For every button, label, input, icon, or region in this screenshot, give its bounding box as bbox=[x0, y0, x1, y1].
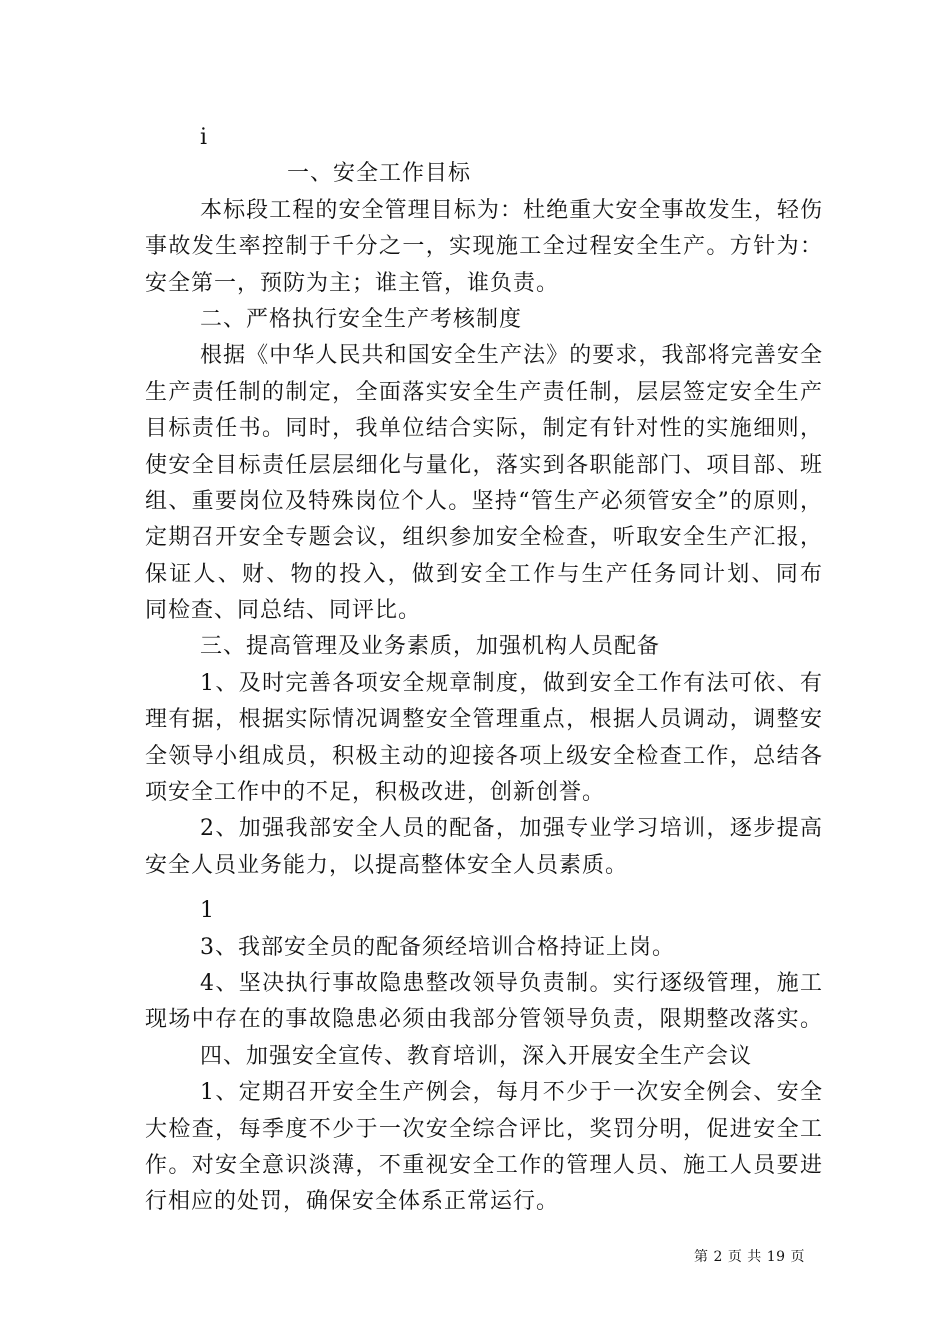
text-line: 1、及时完善各项安全规章制度，做到安全工作有法可依、有 bbox=[200, 670, 823, 696]
text-line: 现场中存在的事故隐患必须由我部分管领导负责，限期整改落实。 bbox=[145, 1007, 823, 1033]
text-line: 3、我部安全员的配备须经培训合格持证上岗。 bbox=[200, 934, 675, 960]
text-line: 三、提高管理及业务素质，加强机构人员配备 bbox=[200, 634, 661, 660]
text-line: 保证人、财、物的投入，做到安全工作与生产任务同计划、同布 bbox=[145, 561, 823, 587]
text-line: 全领导小组成员，积极主动的迎接各项上级安全检查工作，总结各 bbox=[145, 743, 823, 769]
text-line: 作。对安全意识淡薄，不重视安全工作的管理人员、施工人员要进 bbox=[145, 1152, 823, 1178]
text-line: 四、加强安全宣传、教育培训，深入开展安全生产会议 bbox=[200, 1043, 753, 1069]
text-line: 一、安全工作目标 bbox=[287, 161, 472, 187]
text-line: 事故发生率控制于千分之一，实现施工全过程安全生产。方针为： bbox=[145, 234, 823, 260]
text-line: 2、加强我部安全人员的配备，加强专业学习培训，逐步提高 bbox=[200, 816, 823, 842]
text-line: 行相应的处罚，确保安全体系正常运行。 bbox=[145, 1189, 560, 1215]
text-line: 目标责任书。同时，我单位结合实际，制定有针对性的实施细则， bbox=[145, 416, 823, 442]
text-line: 安全人员业务能力，以提高整体安全人员素质。 bbox=[145, 852, 629, 878]
text-line: 1 bbox=[200, 898, 215, 924]
text-line: 根据《中华人民共和国安全生产法》的要求，我部将完善安全 bbox=[200, 343, 823, 369]
page-number: 第 2 页 共 19 页 bbox=[694, 1249, 805, 1265]
text-line: 使安全目标责任层层细化与量化，落实到各职能部门、项目部、班 bbox=[145, 452, 823, 478]
text-line: 理有据，根据实际情况调整安全管理重点，根据人员调动，调整安 bbox=[145, 707, 823, 733]
text-line: 4、坚决执行事故隐患整改领导负责制。实行逐级管理，施工 bbox=[200, 970, 823, 996]
text-line: 本标段工程的安全管理目标为：杜绝重大安全事故发生，轻伤 bbox=[200, 197, 823, 223]
text-line: 同检查、同总结、同评比。 bbox=[145, 598, 422, 624]
text-line: 组、重要岗位及特殊岗位个人。坚持“管生产必须管安全”的原则， bbox=[145, 488, 823, 514]
text-line: 二、严格执行安全生产考核制度 bbox=[200, 306, 523, 332]
text-line: 项安全工作中的不足，积极改进，创新创誉。 bbox=[145, 780, 606, 806]
text-line: 安全第一，预防为主；谁主管，谁负责。 bbox=[145, 270, 560, 296]
text-line: 定期召开安全专题会议，组织参加安全检查，听取安全生产汇报， bbox=[145, 525, 823, 551]
text-line: 生产责任制的制定，全面落实安全生产责任制，层层签定安全生产 bbox=[145, 379, 823, 405]
text-line: i bbox=[200, 125, 209, 150]
text-line: 大检查，每季度不少于一次安全综合评比，奖罚分明，促进安全工 bbox=[145, 1116, 823, 1142]
text-line: 1、定期召开安全生产例会，每月不少于一次安全例会、安全 bbox=[200, 1080, 823, 1106]
document-body bbox=[145, 120, 823, 1221]
